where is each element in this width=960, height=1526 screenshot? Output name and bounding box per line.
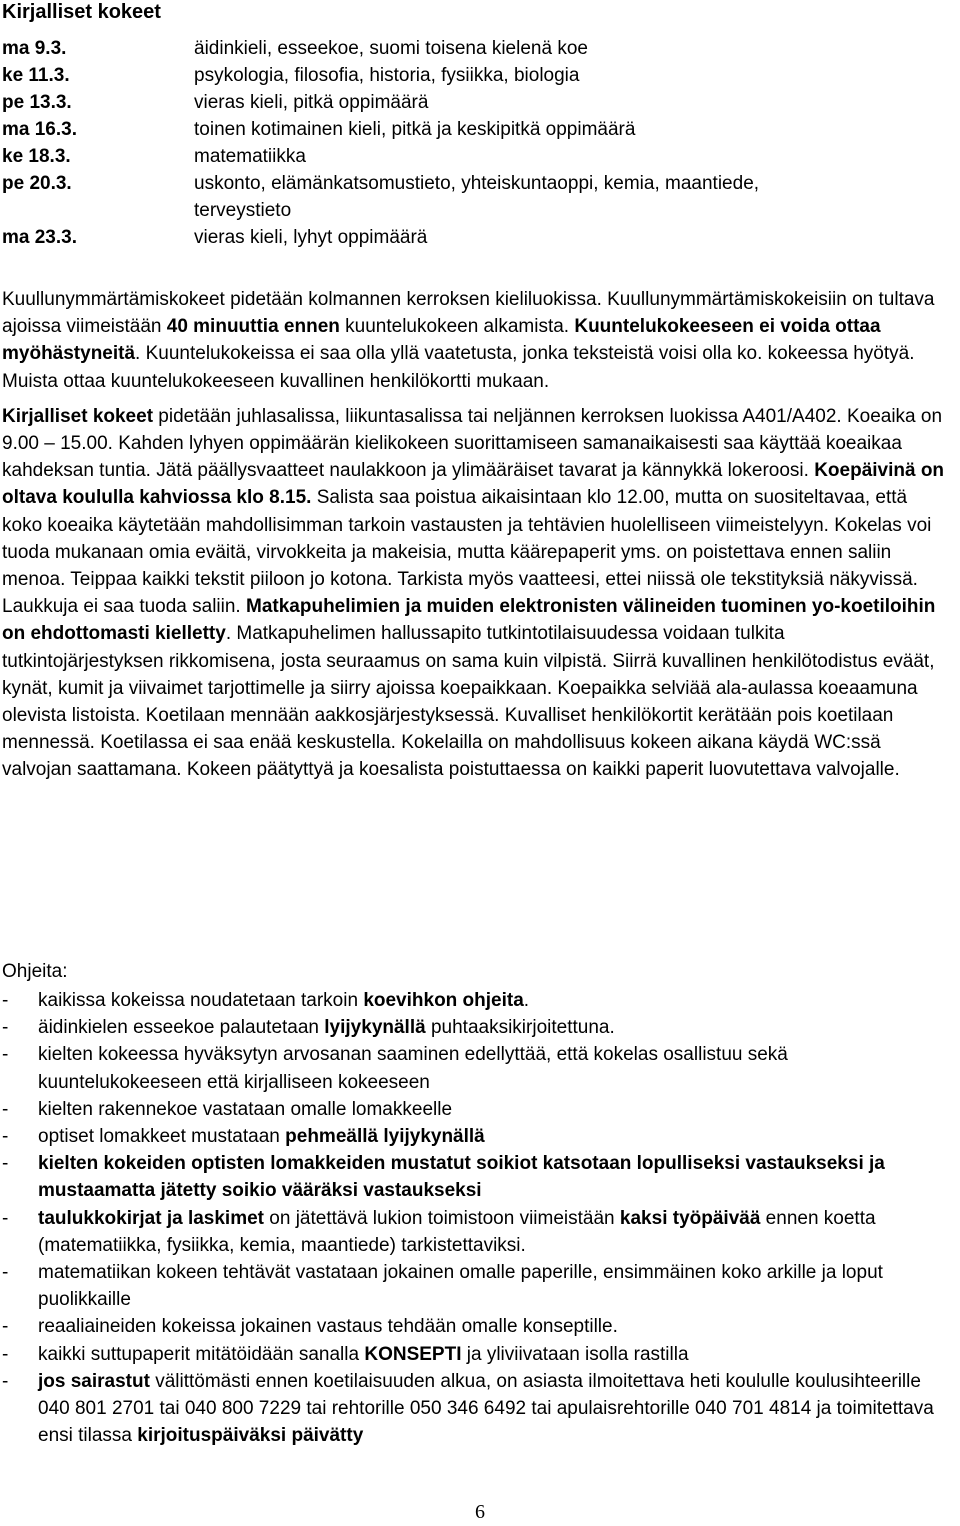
exam-date: ke 11.3. xyxy=(2,65,70,86)
exam-date: ma 9.3. xyxy=(2,38,67,59)
text-run: . Kuuntelukokeissa ei saa olla yllä vaatetusta, jonka teksteistä voisi olla ko. kokeessa hyötyä. Muista ottaa kuuntelukokeeseen kuvallinen henkilökortti mukaan. xyxy=(2,343,915,392)
instruction-item xyxy=(2,1313,948,1340)
text-run: kielten rakennekoe vastataan omalle lomakkeelle xyxy=(38,1098,453,1120)
subject-line: toinen kotimainen kieli, pitkä ja keskipitkä oppimäärä xyxy=(194,119,636,140)
instructions-list xyxy=(2,987,948,1449)
list-dash: - xyxy=(2,1262,9,1284)
subject-line: uskonto, elämänkatsomustieto, yhteiskuntaoppi, kemia, maantiede, xyxy=(194,173,760,194)
exam-subjects xyxy=(194,89,428,116)
list-dash: - xyxy=(2,1017,9,1039)
text-run: kaikissa kokeissa noudatetaan tarkoin xyxy=(38,990,364,1011)
text-run: on jätettävä lukion toimistoon viimeistään xyxy=(264,1207,620,1229)
list-dash: - xyxy=(2,1098,9,1120)
text-run: optiset lomakkeet mustataan xyxy=(38,1126,286,1148)
exam-date: ma 16.3. xyxy=(2,119,77,140)
instruction-item xyxy=(2,1014,948,1041)
text-run: äidinkielen esseekoe palautetaan xyxy=(38,1017,325,1039)
bold-text: kaksi työpäivää xyxy=(619,1207,761,1229)
subject-line: äidinkieli, esseekoe, suomi toisena kielenä koe xyxy=(194,38,588,59)
subject-line: matematiikka xyxy=(194,146,306,167)
bold-text: taulukkokirjat ja laskimet xyxy=(38,1207,264,1229)
text-run: Kuullunymmärtämiskokeet pidetään kolmannen kerroksen kieliluokissa. Kuullunymmärtämiskokeisiin on tultava ajoissa viimeistään xyxy=(2,289,935,338)
page-number: 6 xyxy=(475,1501,485,1523)
instructions-section xyxy=(2,958,948,1449)
exam-date: pe 13.3. xyxy=(2,92,72,113)
bold-text: KONSEPTI xyxy=(364,1343,462,1365)
bold-text: koevihkon ohjeita xyxy=(363,990,524,1011)
info-text xyxy=(2,286,948,792)
bold-text: Kuuntelukokeeseen ei voida ottaa myöhästyneitä xyxy=(2,316,881,365)
instruction-item xyxy=(2,987,948,1014)
text-run: . xyxy=(523,990,530,1011)
subject-line: terveystieto xyxy=(194,200,292,221)
paragraph xyxy=(2,286,948,395)
subject-line: vieras kieli, pitkä oppimäärä xyxy=(194,92,429,113)
list-dash: - xyxy=(2,1044,9,1066)
instruction-item xyxy=(2,1341,948,1368)
text-run: puhtaaksikirjoitettuna. xyxy=(425,1017,615,1039)
bold-text: pehmeällä lyijykynällä xyxy=(285,1126,485,1148)
text-run: ja yliviivataan isolla rastilla xyxy=(461,1343,689,1365)
bold-text: lyijykynällä xyxy=(324,1017,426,1039)
paragraph xyxy=(2,403,948,784)
text-run: . Matkapuhelimen hallussapito tutkintotilaisuudessa voidaan tulkita tutkintojärjestyksen rikkomisena, josta seuraamus on sama kuin vilpistä. Siirrä kuvallinen henkilötodistus eväät, kynät, kumit ja viivaimet tarjottimelle ja siirry ajoissa koepaikkaan. Koepaikka selviää ala-aulassa koeaamuna olevista listoista. Koetilaan mennään aakkosjärjestyksessä. Kuvalliset henkilökortit kerätään pois koetilaan mennessä. Koetilassa ei saa enää keskustella. Kokelailla on mahdollisuus kokeen aikana käydä WC:ssä valvojan saattamana. Kokeen päätyttyä ja koesalista poistuttaessa on kaikki paperit luovutettava valvojalle. xyxy=(2,623,935,781)
bold-text: 40 minuuttia ennen xyxy=(166,316,340,338)
text-run: välittömästi ennen koetilaisuuden alkua, on asiasta ilmoitettava heti koululle koulusihteerille 040 801 2701 tai 040 800 7229 tai rehtorille 050 346 6492 tai apulaisrehtorille 040 701 4814 ja toimitettava ensi tilassa xyxy=(38,1370,934,1447)
text-run: pidetään juhlasalissa, liikuntasalissa tai neljännen kerroksen luokissa A401/A402. Koeaika on 9.00 – 15.00. Kahden lyhyen oppimäärän kielikokeen suorittamiseen samanaikaisesti saa käyttää koeaikaa kahdeksan tuntia. Jätä päällysvaatteet naulakkoon ja ylimääräiset tavarat ja kännykkä lokeroosi. xyxy=(2,405,943,482)
exam-date: ma 23.3. xyxy=(2,227,77,248)
list-dash: - xyxy=(2,1370,9,1392)
list-dash: - xyxy=(2,1126,9,1148)
text-run: matematiikan kokeen tehtävät vastataan jokainen omalle paperille, ensimmäinen koko arkille ja loput puolikkaille xyxy=(38,1262,883,1311)
bold-text: Koepäivinä on oltava koululla kahviossa klo 8.15. xyxy=(2,460,945,509)
text-run: ennen koetta (matematiikka, fysiikka, kemia, maantiede) tarkistettaviksi. xyxy=(38,1207,876,1256)
text-run: reaaliaineiden kokeissa jokainen vastaus tehdään omalle konseptille. xyxy=(38,1316,618,1338)
subject-line: vieras kieli, lyhyt oppimäärä xyxy=(194,227,428,248)
exam-date: ke 18.3. xyxy=(2,146,71,167)
instruction-item xyxy=(2,1205,948,1259)
exam-date: pe 20.3. xyxy=(2,173,72,194)
bold-text: Kirjalliset kokeet xyxy=(2,405,154,427)
instruction-item xyxy=(2,1096,948,1123)
list-dash: - xyxy=(2,1207,9,1229)
exam-subjects xyxy=(194,224,427,251)
instructions-title: Ohjeita: xyxy=(2,961,68,982)
list-dash: - xyxy=(2,1343,9,1365)
section-heading: Kirjalliset kokeet xyxy=(2,1,161,23)
text-run: kaikki suttupaperit mitätöidään sanalla xyxy=(38,1343,365,1365)
bold-text: Matkapuhelimien ja muiden elektronisten välineiden tuominen yo-koetiloihin on ehdottomasti kielletty xyxy=(2,596,936,645)
bold-text: kielten kokeiden optisten lomakkeiden mustatut soikiot katsotaan lopulliseksi vastaukseksi ja mustaamatta jätetty soikio vääräksi vastaukseksi xyxy=(38,1153,885,1202)
exam-subjects xyxy=(194,170,759,224)
instruction-item xyxy=(2,1259,948,1313)
instruction-item xyxy=(2,1368,948,1450)
bold-text: kirjoituspäiväksi päivätty xyxy=(137,1425,364,1447)
exam-subjects xyxy=(194,35,588,62)
text-run: kielten kokeessa hyväksytyn arvosanan saaminen edellyttää, että kokelas osallistuu sekä kuuntelukokeeseen että kirjalliseen kokeeseen xyxy=(38,1044,788,1093)
subject-line: psykologia, filosofia, historia, fysiikka, biologia xyxy=(194,65,580,86)
exam-subjects xyxy=(194,143,306,170)
exam-subjects xyxy=(194,62,579,89)
list-dash: - xyxy=(2,1316,9,1338)
instruction-item xyxy=(2,1123,948,1150)
bold-text: jos sairastut xyxy=(38,1370,150,1392)
instruction-item xyxy=(2,1150,948,1204)
instruction-item xyxy=(2,1041,948,1095)
text-run: Salista saa poistua aikaisintaan klo 12.00, mutta on suositeltavaa, että koko koeaika käytetään mahdollisimman tarkoin vastausten ja tehtävien huolelliseen viimeistelyyn. Kokelas voi tuoda mukanaan omia eväitä, virvokkeita ja makeisia, mutta käärepaperit yms. on poistettava ennen saliin menoa. Teippaa kaikki tekstit piiloon jo kotona. Tarkista myös vaatteesi, ettei niissä ole tekstityksiä näkyvissä. Laukkuja ei saa tuoda saliin. xyxy=(2,487,932,618)
exam-subjects xyxy=(194,116,635,143)
list-dash: - xyxy=(2,1153,9,1175)
text-run: kuuntelukokeen alkamista. xyxy=(339,316,575,338)
list-dash: - xyxy=(2,990,9,1011)
